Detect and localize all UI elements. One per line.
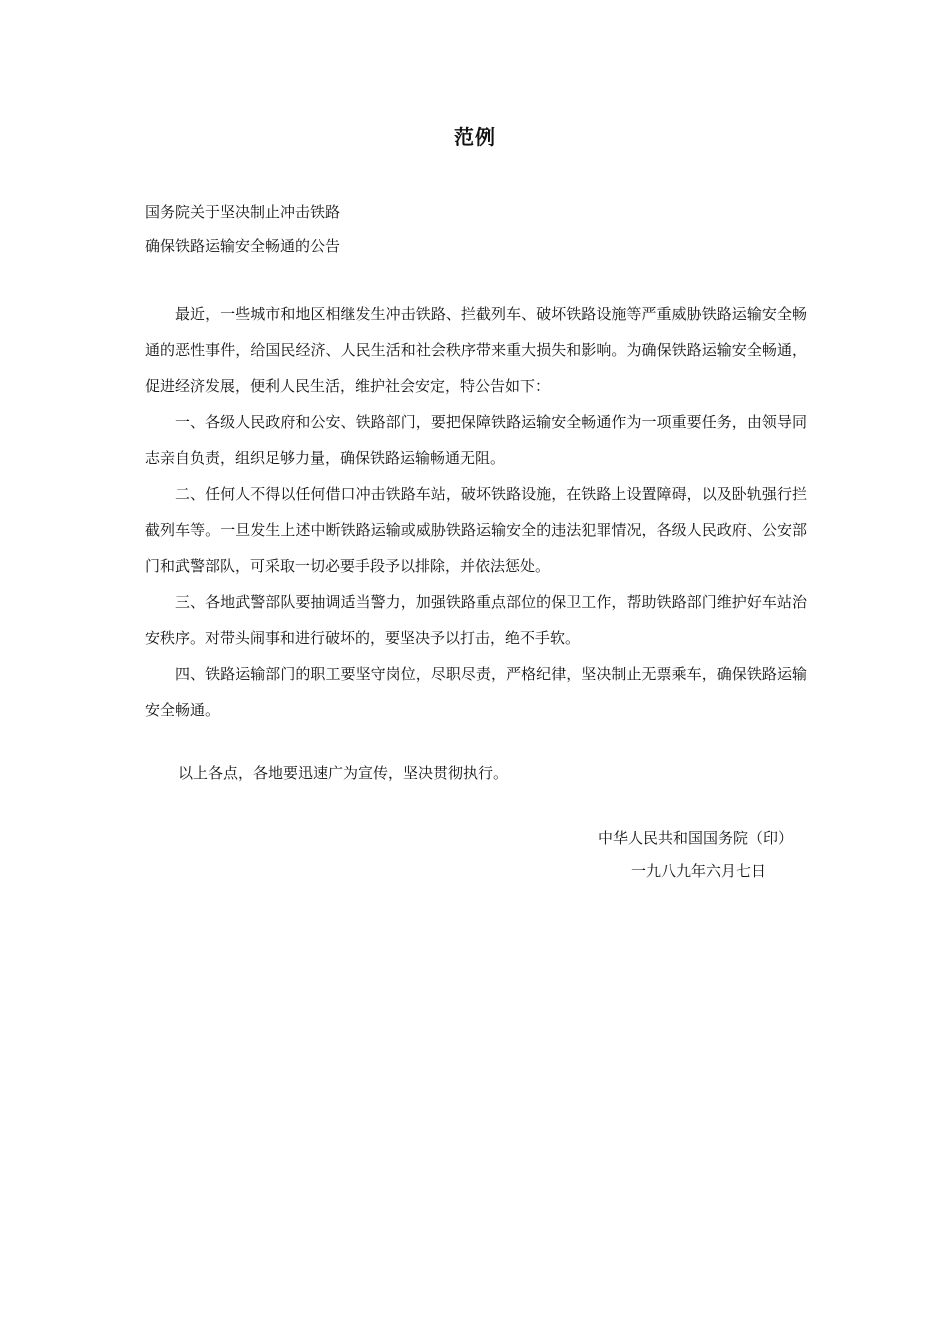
paragraph-item-1: 一、各级人民政府和公安、铁路部门，要把保障铁路运输安全畅通作为一项重要任务，由领导同志亲自负责，组织足够力量，确保铁路运输畅通无阻。 <box>145 413 807 467</box>
closing-paragraph: 以上各点，各地要迅速广为宣传，坚决贯彻执行。 <box>178 764 509 782</box>
signature-organization: 中华人民共和国国务院（印） <box>598 829 794 847</box>
paragraph-intro: 最近，一些城市和地区相继发生冲击铁路、拦截列车、破坏铁路设施等严重威胁铁路运输安全畅通的恶性事件，给国民经济、人民生活和社会秩序带来重大损失和影响。为确保铁路运输安全畅通，促进经济发展，便利人民生活，维护社会安定，特公告如下： <box>145 305 807 395</box>
notice-heading-line-2: 确保铁路运输安全畅通的公告 <box>145 237 341 255</box>
document-body <box>145 296 807 728</box>
signature-date: 一九八九年六月七日 <box>631 862 767 880</box>
notice-heading-line-1: 国务院关于坚决制止冲击铁路 <box>145 203 341 221</box>
paragraph-item-2: 二、任何人不得以任何借口冲击铁路车站，破坏铁路设施，在铁路上设置障碍，以及卧轨强行拦截列车等。一旦发生上述中断铁路运输或威胁铁路运输安全的违法犯罪情况，各级人民政府、公安部门和武警部队，可采取一切必要手段予以排除，并依法惩处。 <box>145 485 807 575</box>
document-title: 范例 <box>454 125 496 149</box>
paragraph-item-3: 三、各地武警部队要抽调适当警力，加强铁路重点部位的保卫工作，帮助铁路部门维护好车站治安秩序。对带头闹事和进行破坏的，要坚决予以打击，绝不手软。 <box>145 593 807 647</box>
paragraph-item-4: 四、铁路运输部门的职工要坚守岗位，尽职尽责，严格纪律，坚决制止无票乘车，确保铁路运输安全畅通。 <box>145 665 807 719</box>
